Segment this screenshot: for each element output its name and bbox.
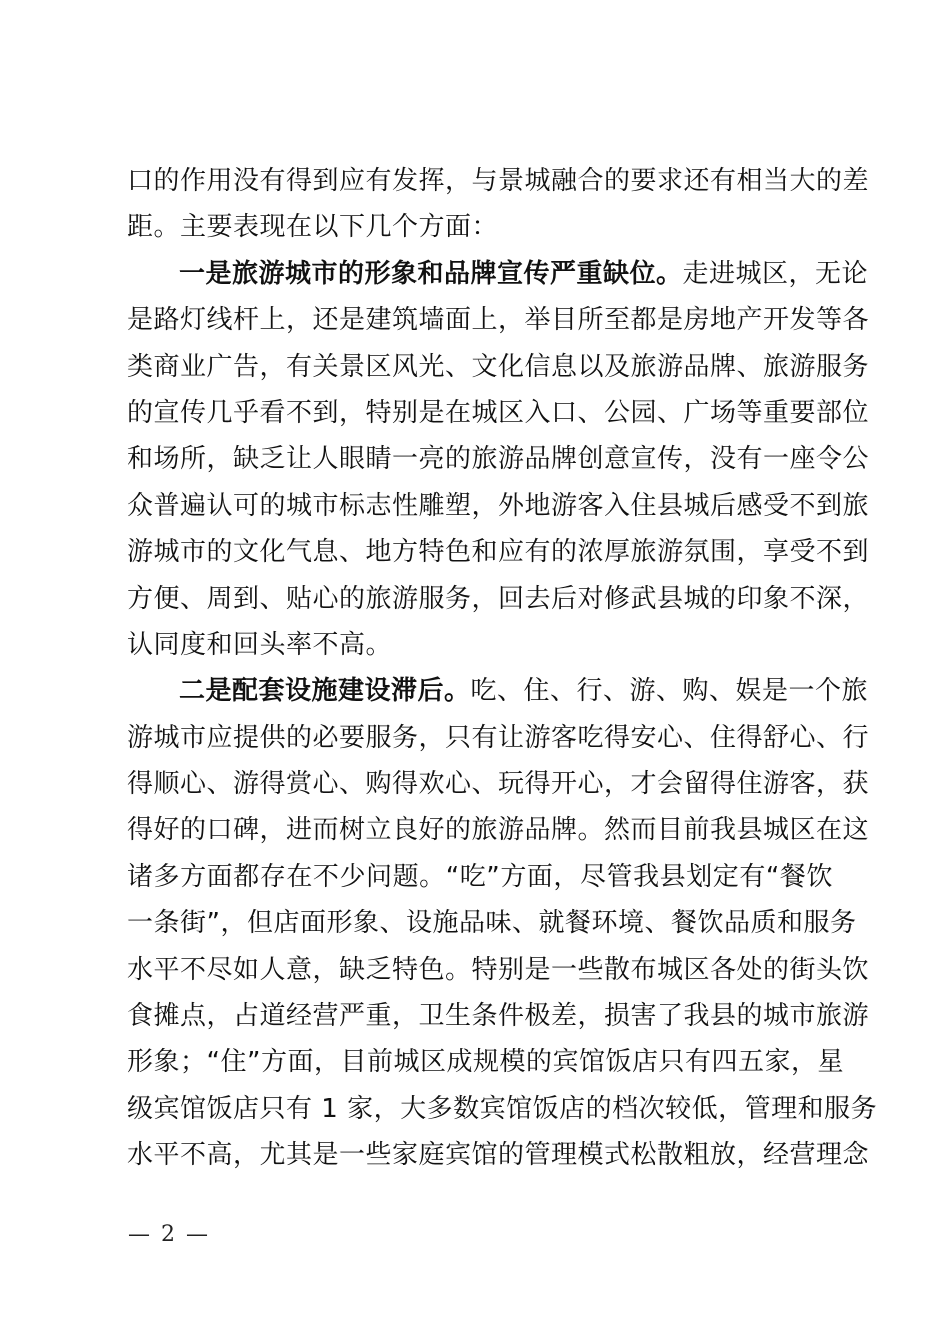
text-line: 级宾馆饭店只有 1 家，大多数宾馆饭店的档次较低，管理和服务 bbox=[127, 1093, 878, 1124]
text-line: 游城市应提供的必要服务，只有让游客吃得安心、住得舒心、行 bbox=[127, 722, 870, 753]
text-line: 方便、周到、贴心的旅游服务，回去后对修武县城的印象不深， bbox=[127, 583, 870, 614]
paragraph-heading-line bbox=[127, 251, 869, 297]
text-line: 口的作用没有得到应有发挥，与景城融合的要求还有相当大的差 bbox=[127, 166, 870, 196]
text-line: 认同度和回头率不高。 bbox=[127, 629, 393, 660]
text-line: 和场所，缺乏让人眼睛一亮的旅游品牌创意宣传，没有一座令公 bbox=[127, 444, 870, 475]
paragraph-heading: 二是配套设施建设滞后。 bbox=[179, 676, 471, 707]
body-text bbox=[127, 158, 878, 1179]
text-line: 距。主要表现在以下几个方面： bbox=[127, 212, 499, 243]
text-line: 众普遍认可的城市标志性雕塑，外地游客入住县城后感受不到旅 bbox=[127, 490, 870, 521]
text-line: 形象；“住”方面，目前城区成规模的宾馆饭店只有四五家，星 bbox=[127, 1047, 844, 1078]
text-line: 诸多方面都存在不少问题。“吃”方面，尽管我县划定有“餐饮 bbox=[127, 861, 833, 892]
paragraph-heading: 一是旅游城市的形象和品牌宣传严重缺位。 bbox=[179, 258, 683, 289]
paragraph-text: 吃、住、行、游、购、娱是一个旅 bbox=[470, 676, 869, 707]
text-line: 是路灯线杆上，还是建筑墙面上，举目所至都是房地产开发等各 bbox=[127, 305, 870, 336]
text-line: 水平不高，尤其是一些家庭宾馆的管理模式松散粗放，经营理念 bbox=[127, 1140, 870, 1171]
text-line: 得顺心、游得赏心、购得欢心、玩得开心，才会留得住游客，获 bbox=[127, 769, 870, 800]
text-line: 食摊点，占道经营严重，卫生条件极差，损害了我县的城市旅游 bbox=[127, 1001, 870, 1032]
paragraph-text: 走进城区，无论 bbox=[682, 258, 869, 289]
text-line: 一条街”，但店面形象、设施品味、就餐环境、餐饮品质和服务 bbox=[127, 908, 857, 939]
text-line: 游城市的文化气息、地方特色和应有的浓厚旅游氛围，享受不到 bbox=[127, 537, 870, 568]
paragraph-heading-line bbox=[127, 668, 869, 714]
text-line: 的宣传几乎看不到，特别是在城区入口、公园、广场等重要部位 bbox=[127, 397, 870, 428]
text-line: 得好的口碑，进而树立良好的旅游品牌。然而目前我县城区在这 bbox=[127, 815, 870, 846]
text-line: 水平不尽如人意，缺乏特色。特别是一些散布城区各处的街头饮 bbox=[127, 954, 870, 985]
text-line: 类商业广告，有关景区风光、文化信息以及旅游品牌、旅游服务 bbox=[127, 351, 870, 382]
page-number: — 2 — bbox=[128, 1222, 210, 1247]
